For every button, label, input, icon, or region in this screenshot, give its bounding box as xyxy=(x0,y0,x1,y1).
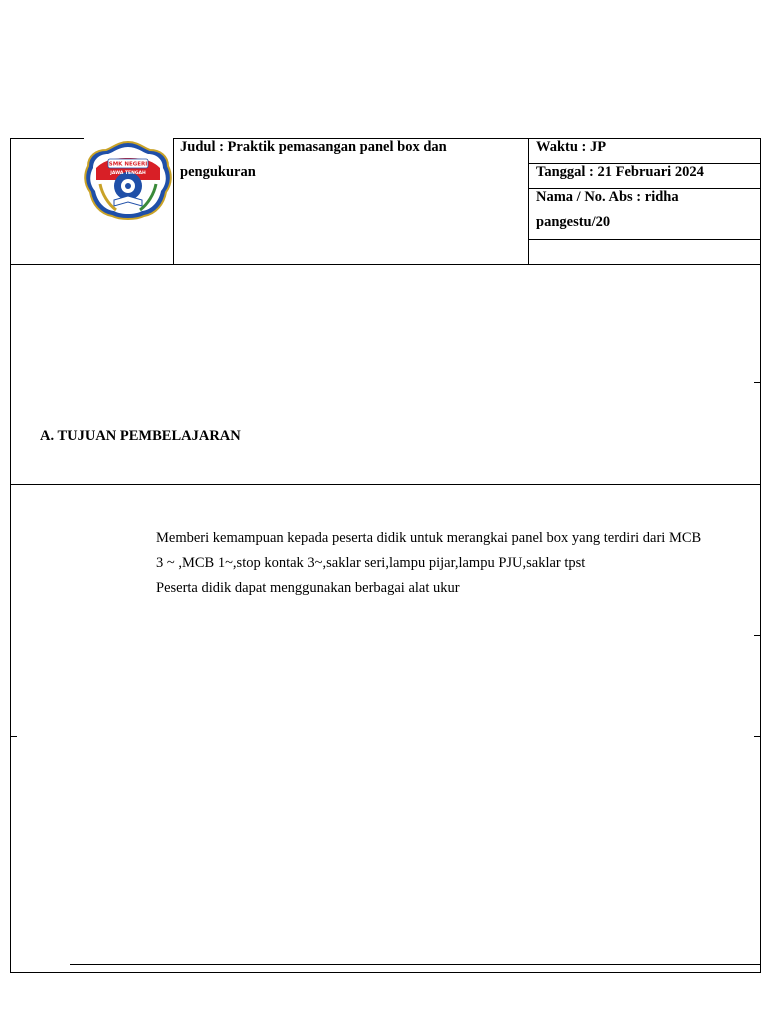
section-a-heading: A. TUJUAN PEMBELAJARAN xyxy=(40,428,241,444)
logo-text-top: SMK NEGERI xyxy=(108,161,148,168)
waktu-field: Waktu : JP xyxy=(536,139,607,155)
margin-tick xyxy=(754,736,761,737)
nama-field: Nama / No. Abs : ridha xyxy=(536,189,679,205)
logo-text-bottom: JAWA TENGAH xyxy=(110,171,146,176)
nama-field-cont: pangestu/20 xyxy=(536,214,611,230)
objective-line-3: Peserta didik dapat menggunakan berbagai alat ukur xyxy=(156,580,460,596)
document-title-cont: pengukuran xyxy=(180,164,256,180)
header-bottom-border xyxy=(10,264,761,265)
margin-tick xyxy=(754,382,761,383)
school-logo xyxy=(82,138,174,222)
footer-line xyxy=(70,964,761,965)
objective-line-1: Memberi kemampuan kepada peserta didik untuk merangkai panel box yang terdiri dari MCB xyxy=(156,530,702,546)
table-top-border-left xyxy=(10,138,84,139)
header-row-line-3 xyxy=(528,239,761,240)
tanggal-field: Tanggal : 21 Februari 2024 xyxy=(536,164,704,180)
objective-line-2: 3 ~ ,MCB 1~,stop kontak 3~,saklar seri,lampu pijar,lampu PJU,saklar tpst xyxy=(156,555,586,571)
margin-tick xyxy=(10,736,17,737)
section-a-bottom-border xyxy=(10,484,761,485)
margin-tick xyxy=(754,635,761,636)
header-divider-2 xyxy=(528,138,529,264)
document-title: Judul : Praktik pemasangan panel box dan xyxy=(180,139,447,155)
table-bottom-border xyxy=(10,972,761,973)
